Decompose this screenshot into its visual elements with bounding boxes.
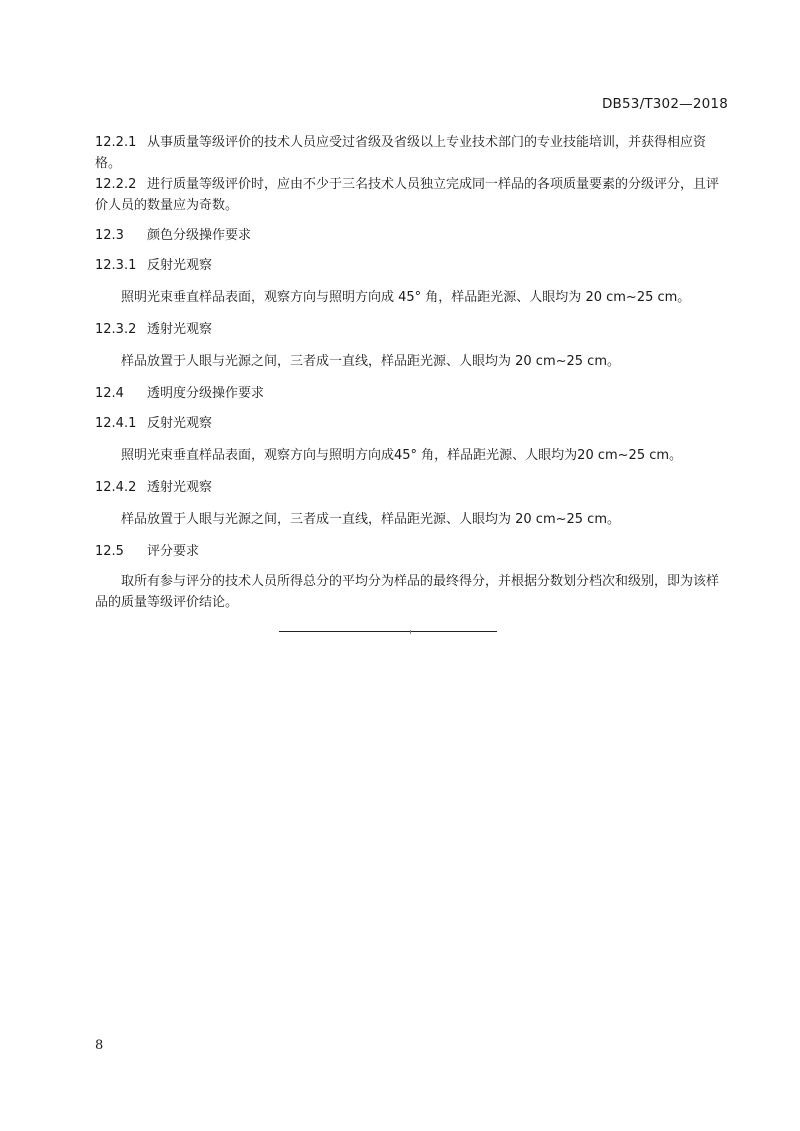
section-12-3-1-heading [95, 255, 728, 276]
section-number: 12.4.2 [95, 480, 137, 495]
standard-code-header: DB53/T302—2018 [601, 96, 728, 112]
document-body [95, 132, 728, 613]
section-number: 12.4 [95, 386, 124, 401]
section-title: 透射光观察 [147, 322, 213, 337]
clause-text: 从事质量等级评价的技术人员应受过省级及省级以上专业技术部门的专业技能培训，并获得相应资格。 [95, 135, 707, 171]
section-12-4-1-heading [95, 413, 728, 434]
section-number: 12.5 [95, 544, 124, 559]
section-12-3-2-paragraph: 样品放置于人眼与光源之间，三者成一直线，样品距光源、人眼均为 20 cm~25 cm。 [121, 354, 620, 369]
section-12-4-heading [95, 383, 728, 404]
section-12-5-heading [95, 541, 728, 562]
clause-text: 进行质量等级评价时，应由不少于三名技术人员独立完成同一样品的各项质量要素的分级评分，且评价人员的数量应为奇数。 [95, 177, 720, 213]
page-number: 8 [95, 1038, 104, 1053]
section-12-4-2-paragraph: 样品放置于人眼与光源之间，三者成一直线，样品距光源、人眼均为 20 cm~25 cm。 [121, 512, 620, 527]
clause-12-2-1 [95, 132, 728, 174]
section-12-4-2-heading [95, 477, 728, 498]
end-rule-tick [410, 630, 411, 634]
document-end-rule [279, 631, 497, 633]
section-12-4-1-paragraph: 照明光束垂直样品表面，观察方向与照明方向成45° 角，样品距光源、人眼均为20 cm~25 cm。 [121, 448, 683, 463]
section-12-3-heading [95, 225, 728, 246]
section-title: 评分要求 [147, 544, 200, 559]
clause-number: 12.2.2 [95, 177, 137, 192]
section-title: 透明度分级操作要求 [147, 386, 265, 401]
section-number: 12.3.1 [95, 258, 137, 273]
section-12-3-2-heading [95, 319, 728, 340]
section-12-5-paragraph: 取所有参与评分的技术人员所得总分的平均分为样品的最终得分，并根据分数划分档次和级别，即为该样品的质量等级评价结论。 [95, 574, 720, 610]
section-title: 透射光观察 [147, 480, 213, 495]
clause-number: 12.2.1 [95, 135, 137, 150]
clause-12-2-2 [95, 174, 728, 216]
section-number: 12.3 [95, 228, 124, 243]
section-number: 12.4.1 [95, 416, 137, 431]
section-number: 12.3.2 [95, 322, 137, 337]
section-title: 颜色分级操作要求 [147, 228, 252, 243]
section-12-3-1-paragraph: 照明光束垂直样品表面，观察方向与照明方向成 45° 角，样品距光源、人眼均为 20 cm~25 cm。 [121, 290, 691, 305]
section-title: 反射光观察 [147, 416, 213, 431]
section-title: 反射光观察 [147, 258, 213, 273]
